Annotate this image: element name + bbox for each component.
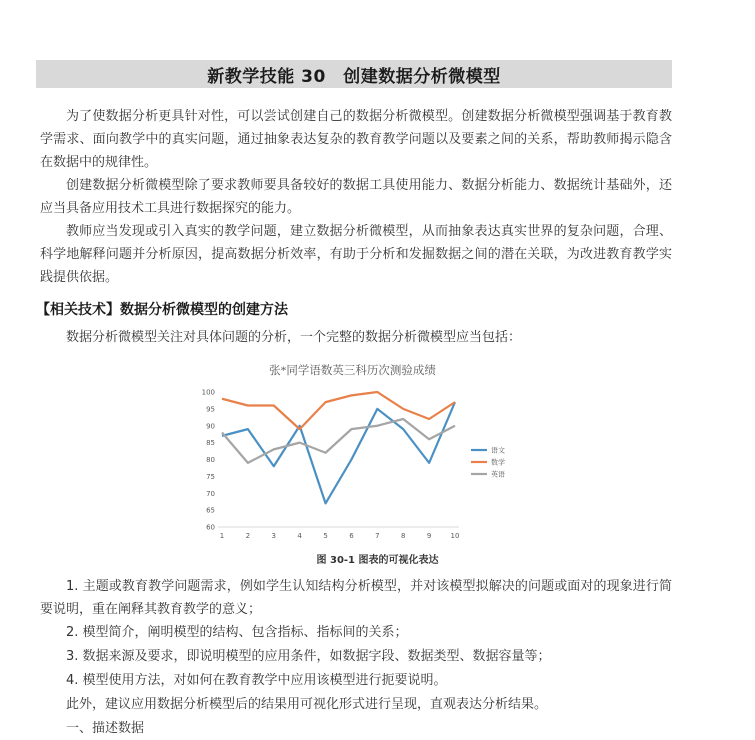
y-tick-label: 95: [206, 405, 215, 414]
y-tick-label: 60: [206, 523, 215, 532]
list-item-2: 2. 模型简介，阐明模型的结构、包含指标、指标间的关系；: [66, 625, 408, 640]
x-tick-label: 10: [450, 532, 460, 540]
next-section-heading: 一、描述数据: [66, 721, 145, 736]
y-tick-label: 70: [206, 489, 215, 498]
scores-line-chart: [195, 358, 525, 548]
x-tick-label: 9: [426, 532, 432, 540]
x-tick-label: 8: [400, 532, 406, 540]
x-tick-label: 2: [245, 532, 251, 540]
list-item-3: 3. 数据来源及要求，即说明模型的应用条件，如数据字段、数据类型、数据容量等；: [66, 649, 551, 664]
y-tick-label: 90: [206, 422, 215, 431]
y-tick-label: 80: [206, 456, 215, 464]
x-tick-label: 7: [375, 532, 380, 540]
page-title-bar: [36, 60, 672, 88]
legend-label: 英语: [491, 470, 505, 479]
y-tick-label: 65: [206, 506, 215, 515]
x-tick-label: 6: [349, 532, 354, 540]
paragraph-3: 教师应当发现或引入真实的教学问题，建立数据分析微模型，从而抽象表达真实世界的复杂问题，合理、科学地解释问题并分析原因，提高数据分析效率，有助于分析和发掘数据之间的潜在关联，为改进教育教学实践提供依据。: [40, 224, 672, 285]
figure-caption: 图 30-1 图表的可视化表达: [316, 555, 439, 566]
x-tick-label: 4: [297, 532, 302, 540]
series-line-1: [222, 402, 455, 503]
y-tick-label: 85: [206, 439, 215, 448]
y-tick-label: 100: [201, 388, 215, 397]
chart-title: 张*同学语数英三科历次测验成绩: [269, 365, 436, 377]
list-item-4: 4. 模型使用方法，对如何在教育教学中应用该模型进行扼要说明。: [66, 673, 447, 688]
section-heading: 【相关技术】数据分析微模型的创建方法: [36, 302, 288, 318]
x-tick-label: 3: [271, 532, 277, 540]
x-tick-label: 1: [219, 532, 225, 540]
page-title: 新教学技能 30 创建数据分析微模型: [207, 66, 501, 87]
paragraph-1: 为了使数据分析更具针对性，可以尝试创建自己的数据分析微模型。创建数据分析微模型强调基于教育教学需求、面向教学中的真实问题，通过抽象表达复杂的教育教学问题以及要素之间的关系，帮助教师揭示隐含在数据中的规律性。: [40, 109, 672, 170]
legend-label: 数学: [491, 458, 505, 467]
series-line-2: [222, 392, 455, 429]
closing-paragraph: 此外，建议应用数据分析模型后的结果用可视化形式进行呈现，直观表达分析结果。: [66, 697, 548, 712]
legend-label: 语文: [491, 446, 505, 455]
paragraph-2: 创建数据分析微模型除了要求教师要具备较好的数据工具使用能力、数据分析能力、数据统计基础外，还应当具备应用技术工具进行数据探究的能力。: [40, 178, 672, 216]
x-tick-label: 5: [323, 532, 328, 540]
y-tick-label: 75: [206, 472, 215, 481]
list-item-1: 1. 主题或教育教学问题需求，例如学生认知结构分析模型，并对该模型拟解决的问题或面对的现象进行简要说明，重在阐释其教育教学的意义；: [40, 579, 672, 617]
section-intro: 数据分析微模型关注对具体问题的分析，一个完整的数据分析微模型应当包括：: [66, 330, 522, 345]
